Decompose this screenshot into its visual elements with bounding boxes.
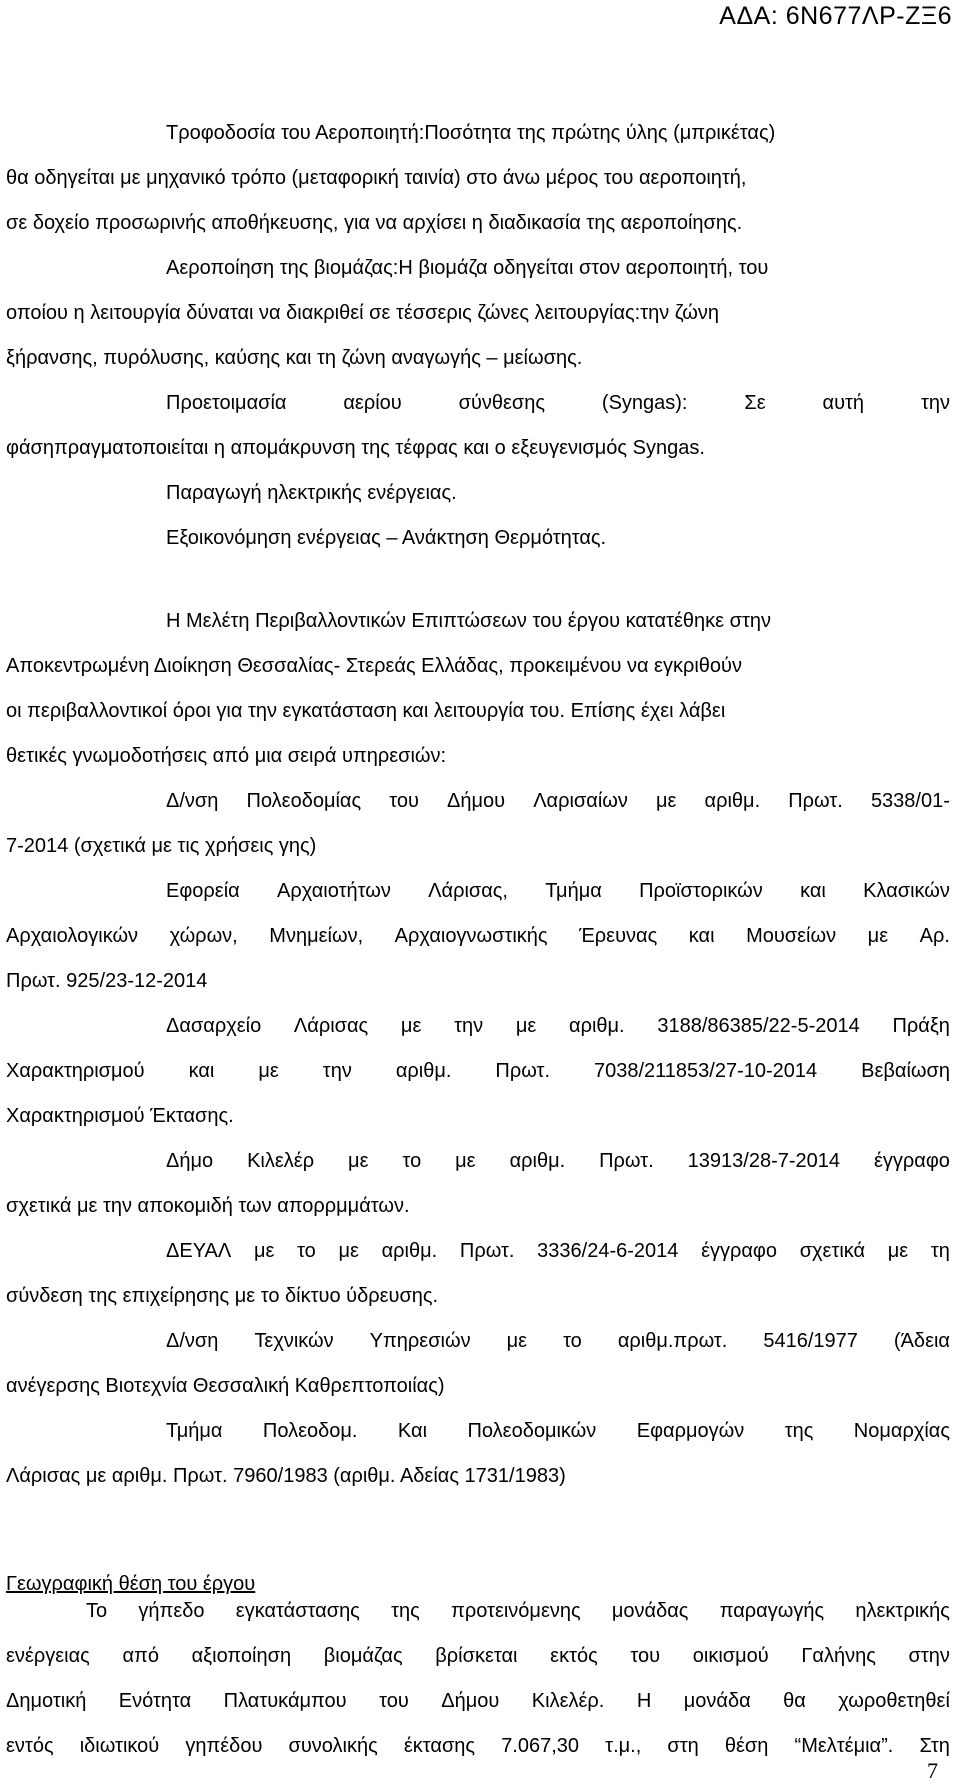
page-number: 7 xyxy=(927,1758,938,1783)
text-line: θα οδηγείται με μηχανικό τρόπο (μεταφορική ταινία) στο άνω μέρος του αεροποιητή, xyxy=(6,167,747,189)
text-line: Τροφοδοσία του Αεροποιητή:Ποσότητα της πρώτης ύλης (μπρικέτας) xyxy=(166,122,776,144)
text-line: Τμήμα Πολεοδομ. Και Πολεοδομικών Εφαρμογών της Νομαρχίας xyxy=(166,1420,950,1442)
text-line: οι περιβαλλοντικοί όροι για την εγκατάσταση και λειτουργία του. Επίσης έχει λάβει xyxy=(6,700,726,722)
text-line: σχετικά με την αποκομιδή των απορρμμάτων. xyxy=(6,1195,410,1217)
text-line: σύνδεση της επιχείρησης με το δίκτυο ύδρευσης. xyxy=(6,1285,439,1307)
text-line: Εξοικονόμηση ενέργειας – Ανάκτηση Θερμότητας. xyxy=(166,527,607,549)
text-line: Λάρισας με αριθμ. Πρωτ. 7960/1983 (αριθμ. Αδείας 1731/1983) xyxy=(6,1465,566,1487)
text-line: εντός ιδιωτικού γηπέδου συνολικής έκτασης 7.067,30 τ.μ., στη θέση “Μελτέμια”. Στη xyxy=(6,1735,950,1757)
text-line: Αποκεντρωμένη Διοίκηση Θεσσαλίας- Στερεάς Ελλάδας, προκειμένου να εγκριθούν xyxy=(6,655,742,677)
text-line: οποίου η λειτουργία δύναται να διακριθεί σε τέσσερις ζώνες λειτουργίας:την ζώνη xyxy=(6,302,719,324)
text-line: Η Μελέτη Περιβαλλοντικών Επιπτώσεων του έργου κατατέθηκε στην xyxy=(166,610,771,632)
text-line: θετικές γνωμοδοτήσεις από μια σειρά υπηρεσιών: xyxy=(6,745,447,767)
text-line: φάσηπραγματοποιείται η απομάκρυνση της τέφρας και ο εξευγενισμός Syngas. xyxy=(6,437,705,459)
text-line: Αεροποίηση της βιομάζας:Η βιομάζα οδηγείται στον αεροποιητή, του xyxy=(166,257,769,279)
text-line: σε δοχείο προσωρινής αποθήκευσης, για να αρχίσει η διαδικασία της αεροποίησης. xyxy=(6,212,743,234)
ada-code: ΑΔΑ: 6Ν677ΛΡ-ΖΞ6 xyxy=(719,2,952,30)
text-line: ενέργειας από αξιοποίηση βιομάζας βρίσκεται εκτός του οικισμού Γαλήνης στην xyxy=(6,1645,950,1667)
text-line: Εφορεία Αρχαιοτήτων Λάρισας, Τμήμα Προϊστορικών και Κλασικών xyxy=(166,880,950,902)
text-line: Αρχαιολογικών χώρων, Μνημείων, Αρχαιογνωστικής Έρευνας και Μουσείων με Αρ. xyxy=(6,925,950,947)
text-line: Δημοτική Ενότητα Πλατυκάμπου του Δήμου Κιλελέρ. Η μονάδα θα χωροθετηθεί xyxy=(6,1690,950,1712)
text-line: Το γήπεδο εγκατάστασης της προτεινόμενης μονάδας παραγωγής ηλεκτρικής xyxy=(86,1600,950,1622)
text-line: Παραγωγή ηλεκτρικής ενέργειας. xyxy=(166,482,457,504)
text-line: ανέγερσης Βιοτεχνία Θεσσαλική Καθρεπτοποιίας) xyxy=(6,1375,445,1397)
text-line: Πρωτ. 925/23-12-2014 xyxy=(6,970,208,992)
text-line: Δ/νση Τεχνικών Υπηρεσιών με το αριθμ.πρωτ. 5416/1977 (Άδεια xyxy=(166,1330,950,1352)
text-line: ΔΕΥΑΛ με το με αριθμ. Πρωτ. 3336/24-6-2014 έγγραφο σχετικά με τη xyxy=(166,1240,950,1262)
text-line: Δ/νση Πολεοδομίας του Δήμου Λαρισαίων με αριθμ. Πρωτ. 5338/01- xyxy=(166,790,950,812)
text-line: Χαρακτηρισμού Έκτασης. xyxy=(6,1105,234,1127)
text-line: 7-2014 (σχετικά με τις χρήσεις γης) xyxy=(6,835,317,857)
text-line: ξήρανσης, πυρόλυσης, καύσης και τη ζώνη αναγωγής – μείωσης. xyxy=(6,347,583,369)
text-line: Χαρακτηρισμού και με την αριθμ. Πρωτ. 7038/211853/27-10-2014 Βεβαίωση xyxy=(6,1060,950,1082)
text-line: Προετοιμασία αερίου σύνθεσης (Syngas): Σε αυτή την xyxy=(166,392,950,414)
section-heading: Γεωγραφική θέση του έργου xyxy=(6,1573,256,1595)
text-line: Δασαρχείο Λάρισας με την με αριθμ. 3188/86385/22-5-2014 Πράξη xyxy=(166,1015,950,1037)
text-line: Δήμο Κιλελέρ με το με αριθμ. Πρωτ. 13913/28-7-2014 έγγραφο xyxy=(166,1150,950,1172)
